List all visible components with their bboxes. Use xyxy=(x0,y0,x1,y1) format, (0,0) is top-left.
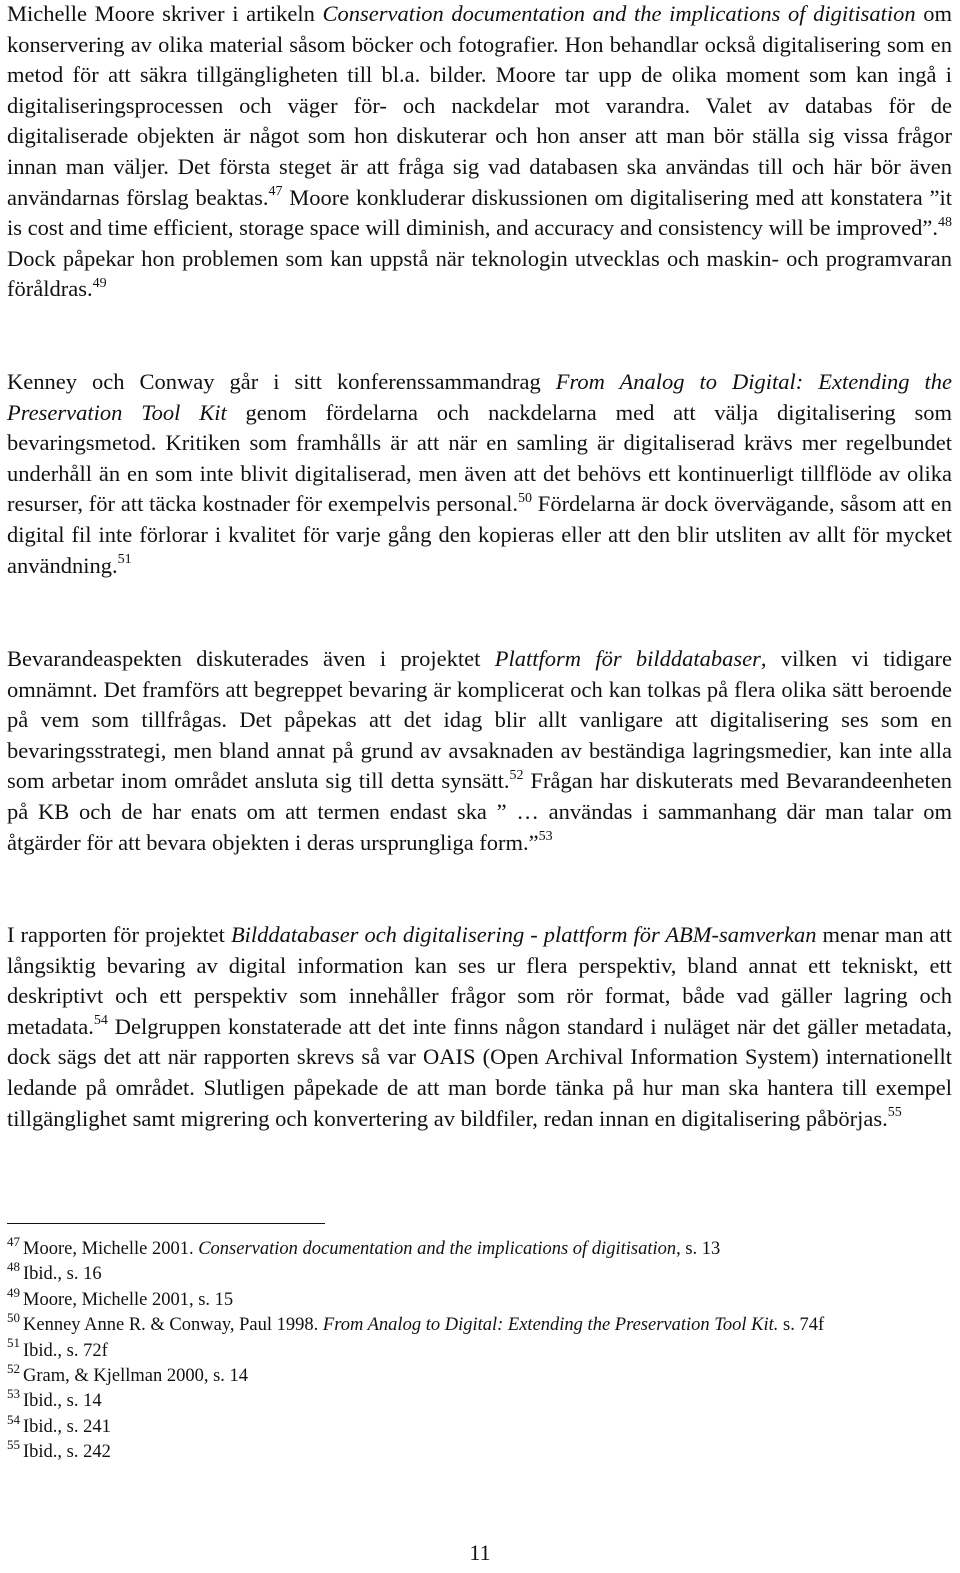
footnote-text: Moore, Michelle 2001. xyxy=(23,1239,199,1259)
footnote-separator xyxy=(7,1223,325,1224)
footnote-text: Gram, & Kjellman 2000, s. 14 xyxy=(23,1366,249,1387)
page-number: 11 xyxy=(469,1540,491,1565)
text: Kenney och Conway går i sitt konferenssammandrag xyxy=(7,369,556,394)
footnote-title: From Analog to Digital: Extending the Preservation Tool Kit. xyxy=(322,1315,779,1336)
footnote-number: 47 xyxy=(7,1233,20,1249)
footnote-text: s. 74f xyxy=(778,1315,825,1336)
text: Michelle Moore skriver i artikeln xyxy=(7,1,323,26)
footnote-text: Ibid., s. 241 xyxy=(23,1416,111,1437)
footnote xyxy=(7,1411,952,1440)
project-title: Plattform för bilddatabaser xyxy=(494,646,761,671)
footnote-text: Ibid., s. 14 xyxy=(23,1391,102,1412)
text: Fördelarna är dock övervägande, såsom att en digital fil inte förlorar i kvalitet för varje gång den kopieras eller att den blir utsliten av allt för mycket användning. xyxy=(7,491,952,578)
footnote-text: Kenney Anne R. & Conway, Paul 1998. xyxy=(23,1315,323,1336)
footnote xyxy=(7,1233,952,1262)
footnote-text: , s. 13 xyxy=(676,1239,721,1259)
text: Moore konkluderar diskussionen om digitalisering med att konstatera ”it is cost and time efficient, storage space will diminish, and accuracy and consistency will be improved”. xyxy=(7,184,952,241)
text: Delgruppen konstaterade att det inte finns någon standard i nuläget när det gäller metadata, dock sägs det att när rapporten skrevs så var OAIS (Open Archival Information System) internationellt ledande på området. Slutligen påpekade de att man borde tänka på hur man ska hantera till exempel tillgänglighet samt migrering och konvertering av bildfiler, redan innan en digitalisering påbörjas. xyxy=(7,1013,952,1131)
footnote-ref[interactable]: 53 xyxy=(538,829,553,845)
text: Bevarandeaspekten diskuterades även i projektet xyxy=(7,646,495,671)
text: om konservering av olika material såsom böcker och fotografier. Hon behandlar också digitalisering som en metod för att säkra tillgängligheten till bl.a. bilder. Moore tar upp de olika moment som kan ingå i digitaliseringsprocessen och väger för- och nackdelar mot varandra. Valet av databas för de digitaliserade objekten är något som hon diskuterar och hon anser att man bör ställa sig vissa frågor innan man väljer. Det första steget är att fråga sig vad databasen ska användas till och här bör även användarnas förslag beaktas. xyxy=(7,1,952,210)
footnote-ref[interactable]: 55 xyxy=(887,1105,902,1121)
text: menar man att långsiktig bevaring av digital information kan ses ur flera perspektiv, bland annat ett tekniskt, ett deskriptivt och ett perspektiv som innehåller frågor som rör format, både vad gäller lagring och metadata. xyxy=(7,922,952,1039)
text: Dock påpekar hon problemen som kan uppstå när teknologin utvecklas och maskin- och programvaran föråldras. xyxy=(7,245,952,302)
footnote-number: 53 xyxy=(7,1386,20,1402)
text: , vilken vi tidigare omnämnt. Det framförs att begreppet bevaring är komplicerat och kan tolkas på flera olika sätt beroende på vem som tillfrågas. Det påpekas att det idag blir allt vanligare att digitalisering ses som en bevaringsstrategi, men bland annat på grund av avsaknaden av beständiga lagringsmedier, kan inte alla som arbetar inom området ansluta sig till detta synsätt. xyxy=(7,646,953,794)
footnote-ref[interactable]: 51 xyxy=(117,552,132,568)
footnote-title: Conservation documentation and the implications of digitisation xyxy=(198,1239,677,1259)
footnote-number: 50 xyxy=(7,1310,20,1326)
footnote-number: 52 xyxy=(7,1360,20,1376)
footnote-ref[interactable]: 54 xyxy=(93,1013,108,1029)
article-title: Conservation documentation and the implications of digitisation xyxy=(322,1,916,26)
footnote xyxy=(7,1335,952,1364)
footnote-ref[interactable]: 49 xyxy=(92,275,107,291)
footnote-number: 49 xyxy=(7,1284,20,1300)
footnotes xyxy=(7,1233,952,1466)
footnote-number: 55 xyxy=(7,1437,20,1453)
footnote xyxy=(7,1437,952,1465)
paragraph-1 xyxy=(7,0,952,305)
footnote-number: 48 xyxy=(7,1259,20,1275)
text: I rapporten för projektet xyxy=(7,922,231,947)
footnote-ref[interactable]: 52 xyxy=(509,767,524,783)
footnote xyxy=(7,1360,952,1389)
footnote-text: Moore, Michelle 2001, s. 15 xyxy=(23,1289,234,1310)
text: genom fördelarna och nackdelarna med att välja digitalisering som bevaringsmetod. Kritiken som framhålls är att när en samling är digitaliserad krävs mer regelbundet underhåll än en som inte blivit digitaliserad, men även att det behövs ett kontinuerligt tillflöde av olika resurser, för att täcka kostnader för exempelvis personal. xyxy=(7,399,952,517)
paragraph-4 xyxy=(7,920,952,1134)
footnote-number: 54 xyxy=(7,1411,20,1427)
text: Frågan har diskuterats med Bevarandeenheten på KB och de har enats om att termen endast ska ” … användas i sammanhang där man talar om åtgärder för att bevara objekten i deras ursprungliga form.” xyxy=(7,768,952,855)
footnote-text: Ibid., s. 72f xyxy=(23,1340,108,1361)
footnote xyxy=(7,1259,952,1287)
footnote-ref[interactable]: 48 xyxy=(938,214,952,230)
report-title: Bilddatabaser och digitalisering - plattform för ABM-samverkan xyxy=(230,922,817,947)
footnote-text: Ibid., s. 16 xyxy=(23,1264,102,1285)
footnote-text: Ibid., s. 242 xyxy=(23,1442,111,1463)
paragraph-2 xyxy=(7,367,952,581)
footnote xyxy=(7,1310,952,1338)
footnote-ref[interactable]: 50 xyxy=(517,490,532,506)
paragraph-3 xyxy=(7,644,952,858)
work-title: From Analog to Digital: Extending the Preservation Tool Kit xyxy=(7,369,952,425)
footnote xyxy=(7,1386,952,1414)
footnote xyxy=(7,1284,952,1313)
footnote-number: 51 xyxy=(7,1335,20,1351)
footnote-ref[interactable]: 47 xyxy=(268,184,283,200)
